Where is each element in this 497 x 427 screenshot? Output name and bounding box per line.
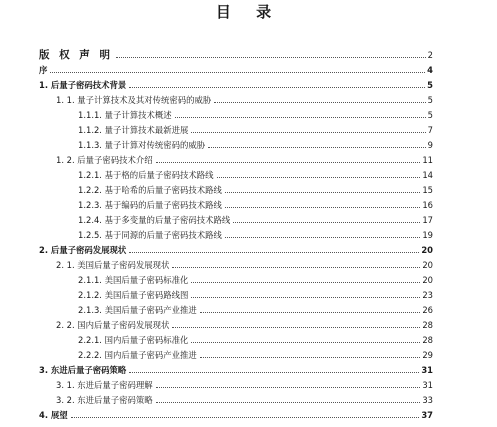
toc-entry-page: 37	[421, 410, 433, 420]
toc-entry-page: 31	[421, 365, 433, 375]
toc-leader	[225, 192, 420, 193]
toc-leader	[214, 102, 425, 103]
toc-entry-page: 28	[422, 320, 433, 330]
toc-entry-label: 1. 2. 后量子密码技术介绍	[56, 155, 153, 165]
toc-entry-label: 2.2.2. 国内后量子密码产业推进	[78, 350, 197, 360]
toc-leader	[191, 297, 420, 298]
toc-entry-page: 9	[427, 140, 433, 150]
toc-entry-2-1-2[interactable]	[78, 289, 433, 301]
toc-entry-page: 20	[422, 275, 433, 285]
toc-entry-label: 1.2.2. 基于哈希的后量子密码技术路线	[78, 185, 222, 195]
toc-leader	[191, 282, 420, 283]
toc-leader	[129, 87, 425, 88]
toc-entry-1-1-1[interactable]	[78, 109, 433, 121]
toc-entry-1-2-4[interactable]	[78, 214, 433, 226]
toc-leader	[172, 327, 420, 328]
toc-entry-page: 20	[421, 245, 433, 255]
toc-entry-page: 20	[422, 260, 433, 270]
toc-entry-page: 28	[422, 335, 433, 345]
toc-entry-3-1[interactable]	[56, 379, 433, 391]
toc-entry-1-1[interactable]	[56, 94, 433, 106]
toc-leader	[156, 402, 421, 403]
toc-leader	[200, 357, 421, 358]
toc-entry-2-2-2[interactable]	[78, 349, 433, 361]
toc-entry-label: 1.2.4. 基于多变量的后量子密码技术路线	[78, 215, 231, 225]
toc-entry-2-1-1[interactable]	[78, 274, 433, 286]
toc-leader	[208, 147, 426, 148]
toc-entry-label: 3. 1. 东进后量子密码理解	[56, 380, 153, 390]
toc-entry-1-1-2[interactable]	[78, 124, 433, 136]
toc-leader	[191, 132, 425, 133]
toc-entry-2[interactable]	[39, 244, 433, 256]
toc-entry-label: 序	[39, 65, 48, 75]
toc-entry-preface[interactable]	[39, 64, 433, 76]
toc-leader	[156, 162, 421, 163]
toc-entry-page: 14	[422, 170, 433, 180]
toc-entry-2-1-3[interactable]	[78, 304, 433, 316]
toc-leader	[50, 72, 425, 73]
toc-entry-1-1-3[interactable]	[78, 139, 433, 151]
toc-leader	[217, 177, 421, 178]
toc-leader	[225, 207, 420, 208]
toc-leader	[129, 252, 419, 253]
toc-entry-label: 2. 2. 国内后量子密码发展现状	[56, 320, 170, 330]
toc-entry-1-2-1[interactable]	[78, 169, 433, 181]
toc-entry-label: 1.2.5. 基于同源的后量子密码技术路线	[78, 230, 222, 240]
toc-title: 目 录	[215, 3, 282, 21]
toc-entry-label: 2. 后量子密码发展现状	[39, 245, 127, 255]
toc-leader	[175, 117, 426, 118]
toc-entry-3[interactable]	[39, 364, 433, 376]
toc-entry-2-1[interactable]	[56, 259, 433, 271]
toc-leader	[129, 372, 419, 373]
toc-entry-page: 5	[427, 80, 433, 90]
toc-entry-label: 3. 2. 东进后量子密码策略	[56, 395, 153, 405]
toc-entry-1-2[interactable]	[56, 154, 433, 166]
toc-entry-page: 23	[422, 290, 433, 300]
toc-entry-page: 26	[422, 305, 433, 315]
toc-entry-page: 17	[422, 215, 433, 225]
toc-entry-label: 1.1.3. 量子计算对传统密码的威胁	[78, 140, 206, 150]
toc-entry-label: 2. 1. 美国后量子密码发展现状	[56, 260, 170, 270]
toc-entry-1-2-3[interactable]	[78, 199, 433, 211]
toc-entry-label: 版 权 声 明	[39, 49, 113, 61]
toc-entry-label: 2.1.3. 美国后量子密码产业推进	[78, 305, 197, 315]
toc-entry-1[interactable]	[39, 79, 433, 91]
toc-leader	[156, 387, 421, 388]
toc-entry-label: 2.1.1. 美国后量子密码标准化	[78, 275, 189, 285]
toc-entry-page: 5	[427, 95, 433, 105]
toc-entry-page: 16	[422, 200, 433, 210]
toc-entry-page: 11	[422, 155, 433, 165]
toc-entry-2-2[interactable]	[56, 319, 433, 331]
toc-entry-label: 1.2.3. 基于编码的后量子密码技术路线	[78, 200, 222, 210]
toc-entry-page: 2	[427, 50, 433, 60]
toc-leader	[116, 57, 426, 58]
toc-entry-page: 31	[422, 380, 433, 390]
toc-entry-label: 3. 东进后量子密码策略	[39, 365, 127, 375]
toc-entry-3-2[interactable]	[56, 394, 433, 406]
toc-entry-page: 19	[422, 230, 433, 240]
toc-leader	[200, 312, 421, 313]
toc-entry-2-2-1[interactable]	[78, 334, 433, 346]
toc-entry-label: 1. 1. 量子计算技术及其对传统密码的威胁	[56, 95, 212, 105]
toc-leader	[71, 417, 420, 418]
toc-entry-copyright[interactable]	[39, 49, 433, 61]
toc-entry-page: 33	[422, 395, 433, 405]
toc-entry-1-2-2[interactable]	[78, 184, 433, 196]
toc-entry-page: 15	[422, 185, 433, 195]
toc-entry-label: 2.1.2. 美国后量子密码路线图	[78, 290, 189, 300]
toc-entry-page: 7	[427, 125, 433, 135]
toc-entry-page: 5	[427, 110, 433, 120]
toc-leader	[172, 267, 420, 268]
toc-entry-4[interactable]	[39, 409, 433, 421]
toc-entry-page: 4	[427, 65, 433, 75]
toc-entry-label: 4. 展望	[39, 410, 68, 420]
toc-entry-label: 1. 后量子密码技术背景	[39, 80, 127, 90]
toc-leader	[233, 222, 420, 223]
toc-entry-label: 1.1.2. 量子计算技术最新进展	[78, 125, 189, 135]
toc-entry-page: 29	[422, 350, 433, 360]
toc-entry-1-2-5[interactable]	[78, 229, 433, 241]
toc-leader	[191, 342, 420, 343]
toc-entry-label: 1.1.1. 量子计算技术概述	[78, 110, 172, 120]
toc-entry-label: 1.2.1. 基于格的后量子密码技术路线	[78, 170, 214, 180]
toc-leader	[225, 237, 420, 238]
toc-entry-label: 2.2.1. 国内后量子密码标准化	[78, 335, 189, 345]
